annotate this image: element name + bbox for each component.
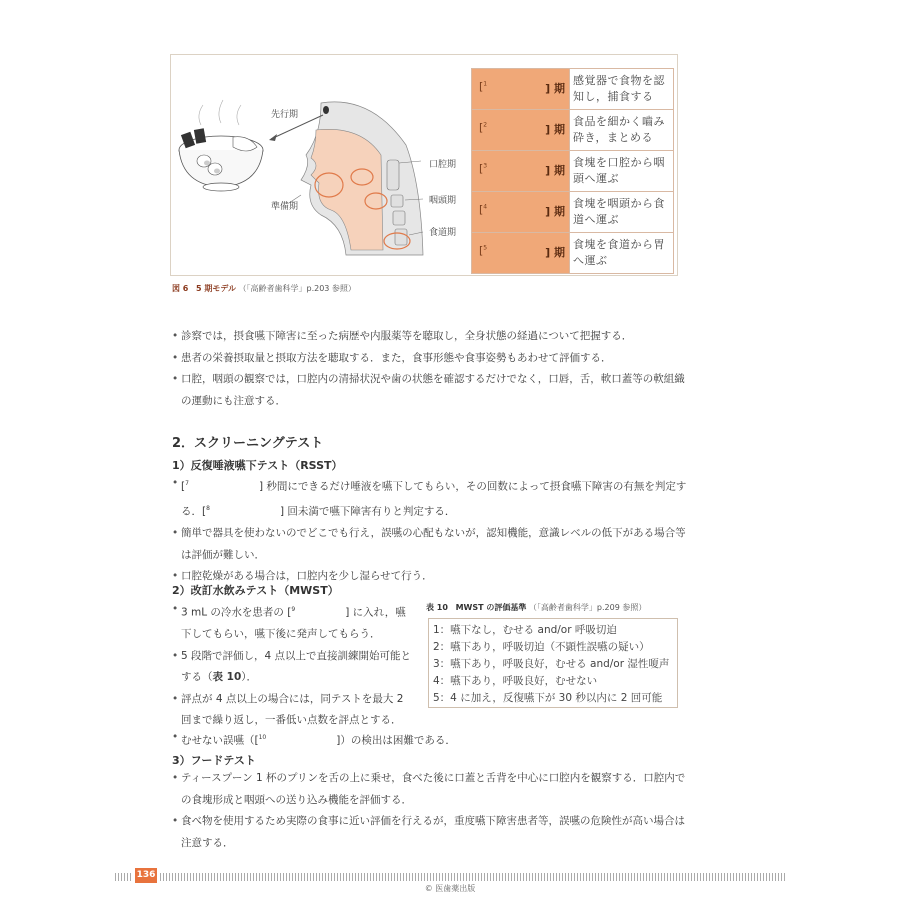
list-item: • 患者の栄養摂取量と摂取方法を聴取する．また，食事形態や食事姿勢もあわせて評価する． [172, 348, 692, 370]
mwst-heading: 2）改訂水飲みテスト（MWST） [172, 584, 339, 597]
label-junbiki: 準備期 [271, 202, 299, 212]
list-item: • むせない誤嚥（[$^{10}$ ]）の検出は困難である． [172, 727, 692, 752]
table-row: 4：嚥下あり，呼吸良好，むせない [433, 675, 598, 687]
list-item: • 評点が 4 点以上の場合には，同テストを最大 2 回まで繰り返し，一番低い点数を評点とする． [172, 689, 412, 732]
food-bullet-list [172, 768, 692, 854]
rsst-heading: 1）反復唾液嚥下テスト（RSST） [172, 459, 343, 472]
stage-desc-2: 食品を細かく嚙み砕き，まとめる [570, 110, 674, 151]
stage-desc-3: 食塊を口腔から咽頭へ運ぶ [570, 151, 674, 192]
figure-5-stage-model [170, 54, 678, 276]
table-row: 1：嚥下なし，むせる and/or 呼吸切迫 [433, 624, 617, 636]
stage-row [472, 151, 674, 192]
intro-bullet-list [172, 326, 692, 412]
label-intoki: 咽頭期 [429, 196, 457, 206]
stage-desc-5: 食塊を食道から胃へ運ぶ [570, 233, 674, 274]
mwst-criteria-table [428, 618, 678, 708]
figure-caption: 図 6 5 期モデル （「高齢者歯科学」p.203 参照） [172, 284, 356, 293]
stage-row [472, 69, 674, 110]
list-item: • ティースプーン 1 杯のプリンを舌の上に乗せ，食べた後に口蓋と舌背を中心に口腔内を観察する．口腔内での食塊形成と咽頭への送り込み機能を評価する． [172, 768, 692, 811]
copyright: © 医歯薬出版 [424, 884, 476, 893]
stage-blank-4: [$^4$ ] 期 [472, 192, 570, 233]
stage-blank-3: [$^3$ ] 期 [472, 151, 570, 192]
label-kokuki: 口腔期 [429, 160, 457, 170]
table-caption: 表 10 MWST の評価基準 （「高齢者歯科学」p.209 参照） [426, 603, 647, 612]
stage-row [472, 192, 674, 233]
list-item: • 診察では，摂食嚥下障害に至った病歴や内服薬等を聴取し，全身状態の経過について把握する． [172, 326, 692, 348]
mwst-bullet-list-2 [172, 727, 692, 752]
stage-desc-4: 食塊を咽頭から食道へ運ぶ [570, 192, 674, 233]
stage-row [472, 110, 674, 151]
label-shokudoki: 食道期 [429, 228, 457, 238]
footer-rule-left [115, 873, 133, 881]
label-senkoki: 先行期 [271, 110, 299, 120]
section-heading: 2．スクリーニングテスト [172, 436, 324, 451]
list-item: • 口腔，咽頭の観察では，口腔内の清掃状況や歯の状態を確認するだけでなく，口唇，舌，軟口蓋等の軟組織の運動にも注意する． [172, 369, 692, 412]
swallowing-anatomy-illustration [171, 55, 471, 275]
stage-blank-1: [$^1$ ] 期 [472, 69, 570, 110]
mwst-bullet-list [172, 599, 412, 732]
food-test-heading: 3）フードテスト [172, 754, 256, 767]
list-item: • 3 mL の冷水を患者の [$^9$ ] に入れ，嚥下してもらい，嚥下後に発声してもらう． [172, 599, 412, 646]
stage-blank-5: [$^5$ ] 期 [472, 233, 570, 274]
stage-blank-2: [$^2$ ] 期 [472, 110, 570, 151]
stage-table [471, 68, 674, 274]
list-item: • 食べ物を使用するため実際の食事に近い評価を行えるが，重度嚥下障害患者等，誤嚥の危険性が高い場合は注意する． [172, 811, 692, 854]
page-number: 136 [135, 868, 157, 883]
list-item: • 簡単で器具を使わないのでどこでも行え，誤嚥の心配もないが，認知機能，意識レベルの低下がある場合等は評価が難しい． [172, 523, 692, 566]
stage-desc-1: 感覚器で食物を認知し，捕食する [570, 69, 674, 110]
footer-rule-right [160, 873, 785, 881]
table-row: 3：嚥下あり，呼吸良好，むせる and/or 湿性嗄声 [433, 658, 670, 670]
table-row: 5：4 に加え，反復嚥下が 30 秒以内に 2 回可能 [433, 692, 663, 704]
rsst-bullet-list [172, 473, 692, 588]
list-item: • [$^7$ ] 秒間にできるだけ唾液を嚥下してもらい，その回数によって摂食嚥下障害の有無を判定する．[$^8$ ] 回未満で嚥下障害有りと判定する． [172, 473, 692, 523]
table-row: 2：嚥下あり，呼吸切迫（不顕性誤嚥の疑い） [433, 641, 650, 653]
list-item: • 口腔乾燥がある場合は，口腔内を少し湿らせて行う． [172, 566, 692, 588]
stage-row [472, 233, 674, 274]
list-item: • 5 段階で評価し，4 点以上で直接訓練開始可能とする（表 10）． [172, 646, 412, 689]
